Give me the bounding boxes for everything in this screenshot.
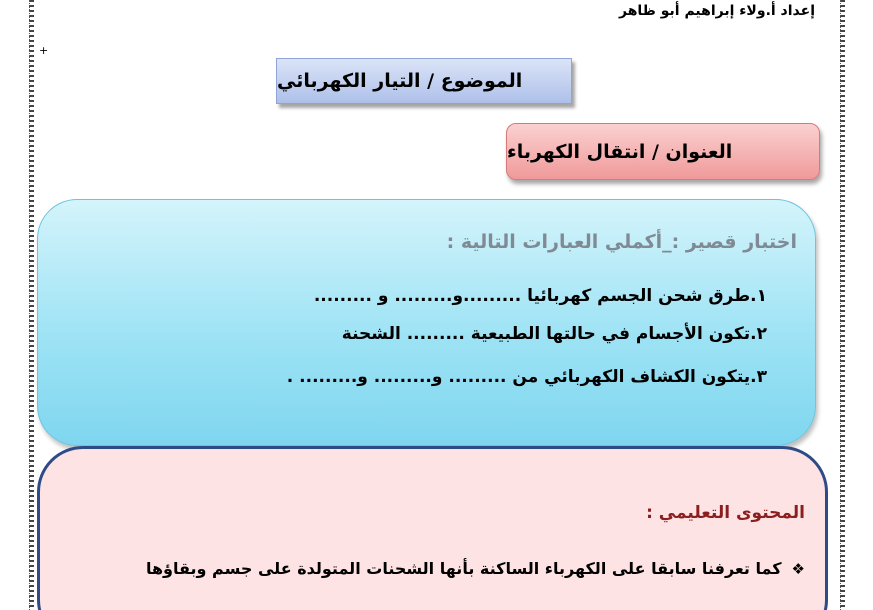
plus-mark: + (39, 44, 49, 57)
quiz-box (37, 199, 816, 446)
subject-text: الموضوع / التيار الكهربائي (277, 70, 523, 92)
four-diamond-bullet-icon: ❖ (791, 559, 805, 578)
quiz-item-1: ١.طرق شحن الجسم كهربائيا .........و......... و ......... (313, 286, 767, 306)
title-box (506, 123, 820, 180)
content-paragraph-text: كما تعرفنا سابقا على الكهرباء الساكنة بأنها الشحنات المتولدة على جسم وبقاؤها (145, 559, 782, 578)
quiz-item-3: ٣.يتكون الكشاف الكهربائي من ......... و......... و......... . (286, 367, 767, 387)
content-heading: المحتوى التعليمي : (646, 503, 805, 523)
content-paragraph (146, 559, 805, 578)
subject-box (276, 58, 572, 104)
content-box (37, 446, 828, 610)
page-border-left (29, 0, 34, 610)
quiz-heading: اختبار قصير :_أكملي العبارات التالية : (446, 231, 797, 253)
author-credit: إعداد أ.ولاء إبراهيم أبو ظاهر (619, 3, 815, 19)
page-border-right (840, 0, 845, 610)
quiz-item-2: ٢.تكون الأجسام في حالتها الطبيعية ......... الشحنة (341, 324, 767, 344)
title-text: العنوان / انتقال الكهرباء (507, 140, 733, 163)
